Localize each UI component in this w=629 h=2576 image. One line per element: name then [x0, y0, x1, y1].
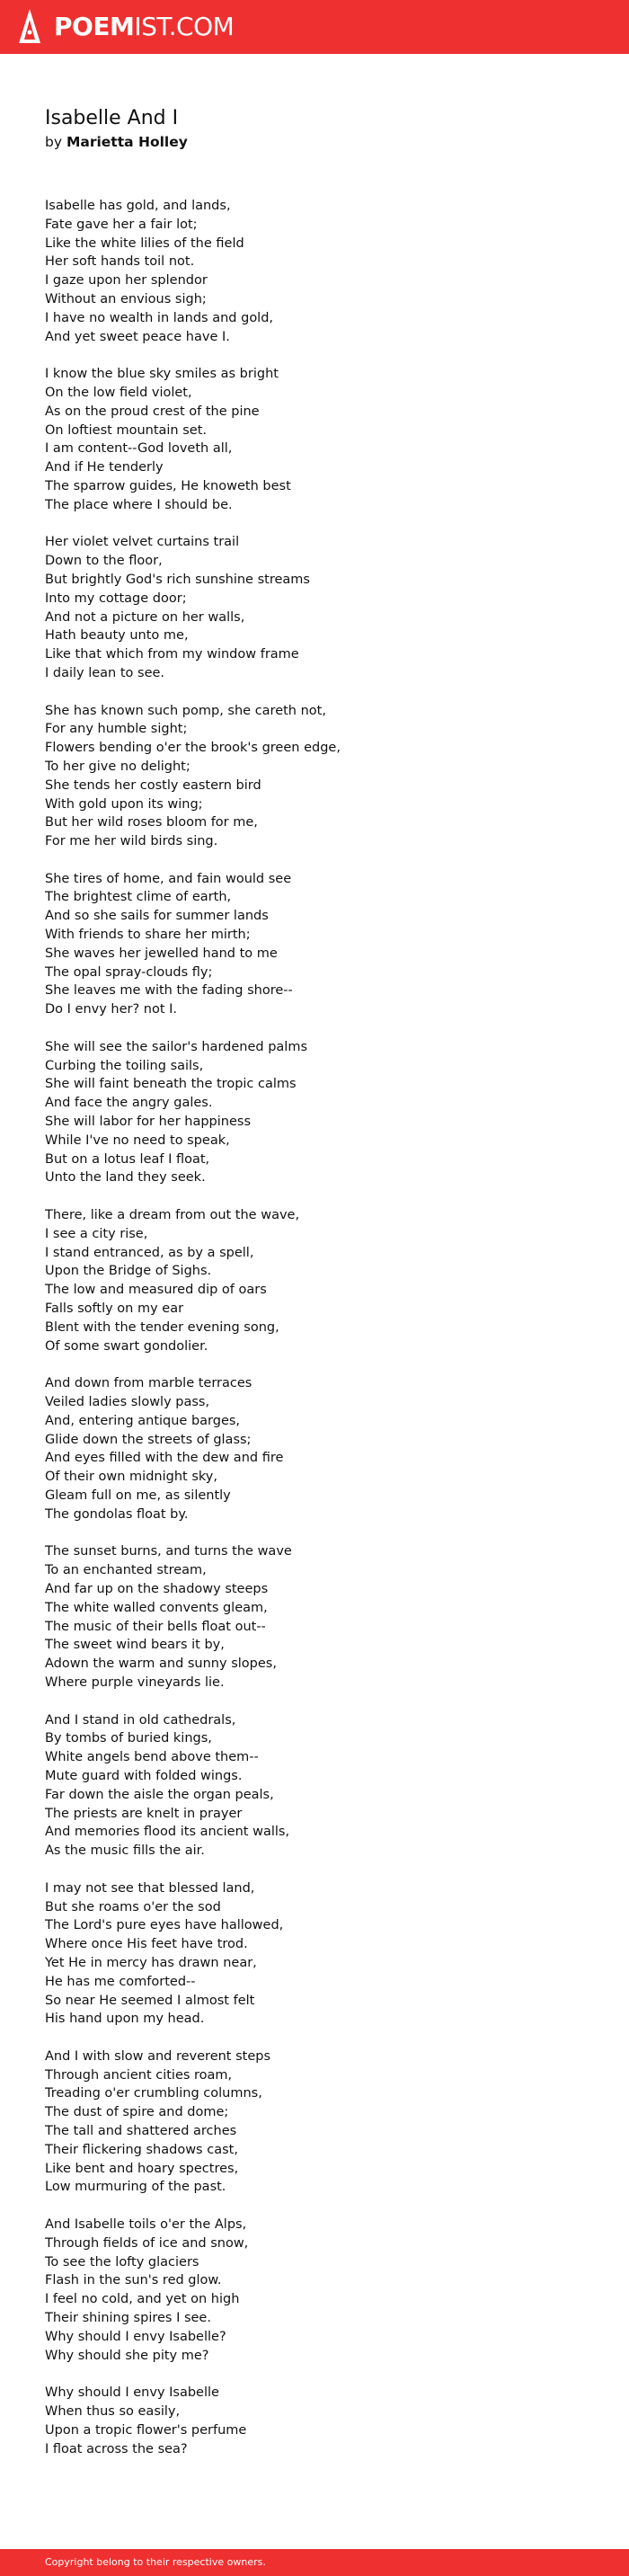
logo-light: IST.COM [134, 12, 235, 41]
poem-line: With friends to share her mirth; [45, 928, 251, 943]
poem-line: And Isabelle toils o'er the Alps, [45, 2217, 247, 2233]
poem-line: And not a picture on her walls, [45, 609, 245, 625]
poem-line: I have no wealth in lands and gold, [45, 310, 274, 325]
poem-line: White angels bend above them-- [45, 1750, 259, 1765]
poem-line: She will labor for her happiness [45, 1115, 251, 1130]
poem-line: But her wild roses bloom for me, [45, 815, 258, 831]
poem-line: Gleam full on me, as silently [45, 1488, 231, 1503]
poem-stanza [45, 533, 602, 682]
poem-line: He has me comforted-- [45, 1974, 196, 1989]
poem-line: Without an envious sigh; [45, 291, 207, 306]
poem-line: To her give no delight; [45, 759, 190, 774]
poem-author[interactable]: Marietta Holley [66, 134, 188, 150]
poem-stanza [45, 1542, 602, 1692]
poem-line: I stand entranced, as by a spell, [45, 1245, 254, 1260]
poem-line: Their shining spires I see. [45, 2311, 211, 2326]
poem-line: And so she sails for summer lands [45, 909, 269, 924]
poem-stanza [45, 1038, 602, 1187]
poem-line: Their flickering shadows cast, [45, 2142, 238, 2157]
poem-line: Her violet velvet curtains trail [45, 535, 240, 550]
poem-stanza [45, 2047, 602, 2197]
poem-body [45, 197, 602, 2477]
poem-stanza [45, 702, 602, 851]
poem-line: Flowers bending o'er the brook's green edge, [45, 741, 341, 756]
poem-line: And down from marble terraces [45, 1376, 252, 1391]
site-logo[interactable] [54, 12, 234, 42]
by-label: by [45, 134, 63, 150]
poem-line: Why should I envy Isabelle? [45, 2329, 226, 2344]
poem-line: The place where I should be. [45, 497, 233, 512]
poem-line: The tall and shattered arches [45, 2124, 237, 2139]
poem-stanza [45, 1374, 602, 1523]
poem-line: Far down the aisle the organ peals, [45, 1787, 274, 1802]
poem-line: The brightest clime of earth, [45, 890, 232, 905]
poem-line: She waves her jewelled hand to me [45, 946, 278, 961]
poem-line: I see a city rise, [45, 1226, 148, 1241]
poem-line: When thus so easily, [45, 2404, 181, 2420]
poem-line: She tires of home, and fain would see [45, 871, 292, 886]
poem-line: As the music fills the air. [45, 1843, 205, 1859]
poem-stanza [45, 2216, 602, 2365]
poem-line: Curbing the toiling sails, [45, 1058, 204, 1073]
poem-line: While I've no need to speak, [45, 1133, 230, 1148]
poem-line: The white walled convents gleam, [45, 1600, 268, 1615]
poem-line: I feel no cold, and yet on high [45, 2292, 240, 2307]
poem-line: Do I envy her? not I. [45, 1002, 178, 1017]
poem-line: Through fields of ice and snow, [45, 2235, 249, 2251]
poem-stanza [45, 365, 602, 514]
poem-line: I gaze upon her splendor [45, 273, 208, 289]
poem-line: Isabelle has gold, and lands, [45, 199, 231, 213]
poem-line: Why should I envy Isabelle [45, 2385, 219, 2401]
poem-line: There, like a dream from out the wave, [45, 1208, 300, 1223]
poem-line: She will see the sailor's hardened palms [45, 1039, 307, 1054]
poem-line: Down to the floor, [45, 554, 163, 569]
poem-line: Flash in the sun's red glow. [45, 2273, 222, 2288]
poem-line: Why should she pity me? [45, 2348, 209, 2363]
poem-title: Isabelle And I [45, 107, 179, 129]
poem-line: His hand upon my head. [45, 2012, 205, 2027]
poem-line: Hath beauty unto me, [45, 628, 189, 644]
poem-line: Her soft hands toil not. [45, 254, 195, 270]
poem-line: By tombs of buried kings, [45, 1731, 212, 1746]
poem-line: Glide down the streets of glass; [45, 1432, 252, 1447]
poem-stanza [45, 1879, 602, 2029]
pen-nib-icon[interactable] [16, 7, 43, 47]
poem-line: To an enchanted stream, [45, 1563, 207, 1578]
poem-line: I may not see that blessed land, [45, 1880, 255, 1896]
poem-line: Fate gave her a fair lot; [45, 217, 198, 232]
poem-line: Falls softly on my ear [45, 1301, 184, 1317]
poem-line: Veiled ladies slowly pass, [45, 1395, 210, 1409]
site-footer [0, 2549, 629, 2576]
poem-line: She will faint beneath the tropic calms [45, 1077, 297, 1092]
poem-line: Treading o'er crumbling columns, [45, 2086, 262, 2101]
poem-line: The opal spray-clouds fly; [45, 964, 213, 980]
poem-line: As on the proud crest of the pine [45, 404, 260, 419]
poem-line: And eyes filled with the dew and fire [45, 1451, 284, 1466]
poem-line: And yet sweet peace have I. [45, 329, 230, 344]
poem-line: On the low field violet, [45, 385, 192, 400]
copyright-text: Copyright belong to their respective owners. [45, 2556, 266, 2568]
poem-line: The priests are knelt in prayer [45, 1806, 243, 1821]
poem-line: Upon a tropic flower's perfume [45, 2422, 247, 2438]
poem-line: Upon the Bridge of Sighs. [45, 1264, 212, 1279]
poem-line: Into my cottage door; [45, 591, 187, 606]
poem-line: The sparrow guides, He knoweth best [45, 478, 291, 493]
poem-line: And if He tenderly [45, 460, 164, 475]
poem-line: She leaves me with the fading shore-- [45, 983, 293, 999]
poem-line: Adown the warm and sunny slopes, [45, 1657, 277, 1672]
poem-line: Of some swart gondolier. [45, 1338, 208, 1354]
poem-line: But she roams o'er the sod [45, 1899, 221, 1914]
poem-stanza [45, 870, 602, 1019]
poem-line: I daily lean to see. [45, 665, 165, 680]
poem-line: To see the lofty glaciers [45, 2254, 199, 2270]
poem-line: Where once His feet have trod. [45, 1937, 248, 1952]
poem-line: The sunset burns, and turns the wave [45, 1544, 292, 1559]
poem-line: Like the white lilies of the field [45, 235, 244, 251]
poem-line: And memories flood its ancient walls, [45, 1825, 290, 1840]
poem-line: Yet He in mercy has drawn near, [45, 1955, 257, 1970]
poem-line: Low murmuring of the past. [45, 2180, 226, 2195]
poem-line: The low and measured dip of oars [45, 1283, 267, 1298]
poem-line: The sweet wind bears it by, [45, 1638, 225, 1653]
poem-line: Through ancient cities roam, [45, 2067, 233, 2083]
poem-stanza [45, 1206, 602, 1355]
poem-line: I float across the sea? [45, 2441, 188, 2456]
poem-line: And I with slow and reverent steps [45, 2048, 271, 2064]
poem-byline [45, 131, 584, 153]
poem-line: And far up on the shadowy steeps [45, 1581, 269, 1596]
poem-line: The dust of spire and dome; [45, 2105, 229, 2120]
poem-line: Where purple vineyards lie. [45, 1674, 225, 1690]
poem-line: The Lord's pure eyes have hallowed, [45, 1918, 284, 1933]
poem-line: She tends her costly eastern bird [45, 777, 261, 793]
poem-line: Mute guard with folded wings. [45, 1768, 243, 1783]
poem-line: And face the angry gales. [45, 1096, 213, 1111]
poem-line: The gondolas float by. [45, 1506, 189, 1522]
poem-line: But on a lotus leaf I float, [45, 1151, 210, 1167]
poem-line: With gold upon its wing; [45, 796, 203, 812]
poem-line: Like that which from my window frame [45, 647, 299, 662]
site-header [0, 0, 629, 54]
poem-line: I am content--God loveth all, [45, 441, 233, 457]
poem-line: For any humble sight; [45, 722, 188, 737]
poem-line: So near He seemed I almost felt [45, 1993, 255, 2008]
poem-line: On loftiest mountain set. [45, 422, 207, 438]
poem-stanza [45, 2384, 602, 2458]
poem-line: She has known such pomp, she careth not, [45, 703, 326, 718]
poem-line: And I stand in old cathedrals, [45, 1712, 236, 1728]
poem-stanza [45, 197, 602, 346]
poem-line: Blent with the tender evening song, [45, 1319, 279, 1335]
poem-line: Unto the land they seek. [45, 1170, 206, 1186]
logo-bold: POEM [54, 12, 135, 41]
poem-line: For me her wild birds sing. [45, 834, 218, 849]
poem-line: I know the blue sky smiles as bright [45, 367, 279, 382]
poem-stanza [45, 1711, 602, 1861]
poem-line: Of their own midnight sky, [45, 1470, 217, 1485]
poem-line: The music of their bells float out-- [45, 1619, 266, 1634]
poem-line: Like bent and hoary spectres, [45, 2161, 239, 2176]
poem-line: But brightly God's rich sunshine streams [45, 572, 310, 587]
poem-line: And, entering antique barges, [45, 1413, 241, 1428]
